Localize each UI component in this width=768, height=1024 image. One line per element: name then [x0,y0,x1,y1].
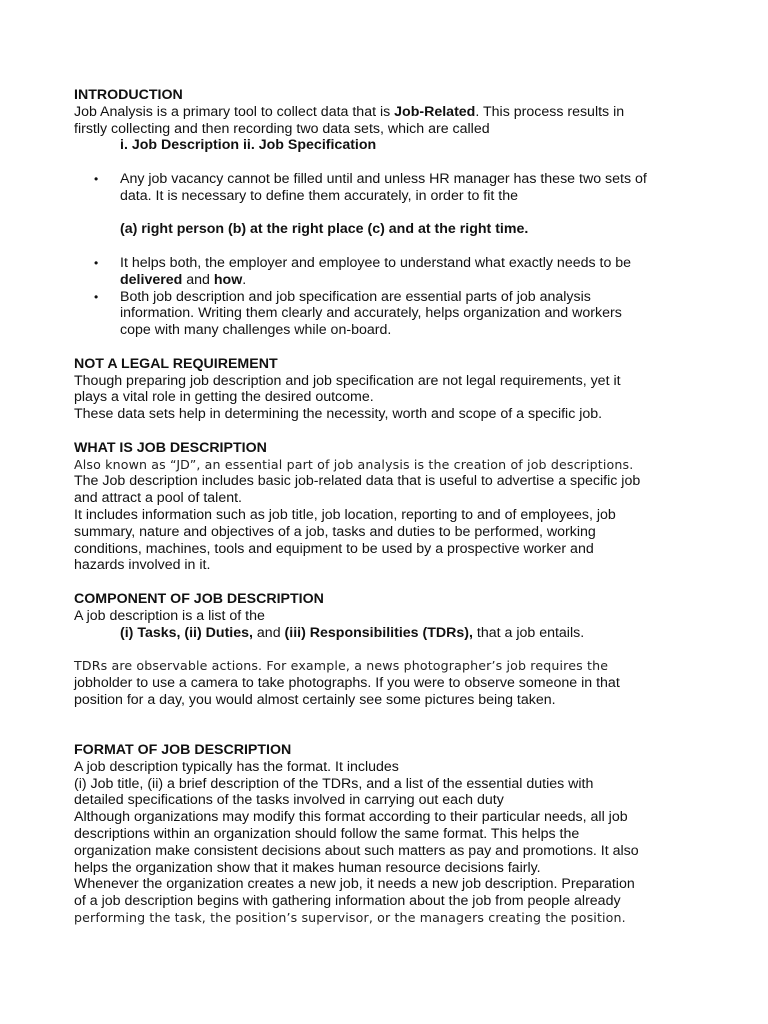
bullet-icon: • [94,255,99,270]
how-bold: how [213,271,243,288]
spacer [74,708,706,725]
format-line-6: organization make consistent decisions about such matters as pay and promotions. It also [74,842,639,859]
section-heading-format: FORMAT OF JOB DESCRIPTION [74,742,292,759]
section-heading-legal: NOT A LEGAL REQUIREMENT [74,355,278,372]
list-item [74,171,706,255]
format-line-10: performing the task, the position’s supervisor, or the managers creating the position. [74,910,626,926]
what-line-3: and attract a pool of talent. [74,490,242,507]
format-line-5: descriptions within an organization should follow the same format. This helps the [74,826,580,843]
what-line-4: It includes information such as job title, job location, reporting to and of employees, job [74,506,616,523]
spacer [120,238,706,255]
component-line-4: position for a day, you would almost certainly see some pictures being taken. [74,691,556,708]
spacer [74,641,706,658]
tdr-line [74,625,706,642]
section-heading-component: COMPONENT OF JOB DESCRIPTION [74,590,324,607]
what-line-2: The Job description includes basic job-related data that is useful to advertise a specific job [74,473,641,490]
bullet-2-text: . [242,271,247,288]
bullet-1-line-2: data. It is necessary to define them accurately, in order to fit the [120,187,518,204]
delivered-bold: delivered [120,271,183,288]
bullet-3-line-1: Both job description and job specification are essential parts of job analysis [120,288,591,305]
what-line-1: Also known as “JD”, an essential part of job analysis is the creation of job descriptions. [74,456,634,472]
intro-line-2: firstly collecting and then recording two data sets, which are called [74,120,490,137]
what-line-7: hazards involved in it. [74,557,211,574]
bullet-2-text: and [182,271,214,288]
section-heading-introduction: INTRODUCTION [74,87,183,103]
list-item [74,289,706,339]
tasks-duties-bold: (i) Tasks, (ii) Duties, [120,624,253,641]
spacer [74,339,706,356]
bullet-1-line-1: Any job vacancy cannot be filled until and unless HR manager has these two sets of [120,170,647,187]
format-line-7: helps the organization show that it makes human resource decisions fairly. [74,859,541,876]
list-item [74,255,706,289]
what-line-5: summary, nature and objectives of a job, tasks and duties to be performed, working [74,523,596,540]
component-line-3: jobholder to use a camera to take photographs. If you were to observe someone in that [74,674,620,691]
bullet-icon: • [94,289,99,304]
intro-text: Job Analysis is a primary tool to collect data that is [74,103,395,120]
spacer [120,205,706,222]
format-line-2: (i) Job title, (ii) a brief description of the TDRs, and a list of the essential duties with [74,775,594,792]
format-line-3: detailed specifications of the tasks involved in carrying out each duty [74,792,504,809]
spacer [74,574,706,591]
what-line-6: conditions, machines, tools and equipment to be used by a prospective worker and [74,540,594,557]
bullet-3-line-3: cope with many challenges while on-board. [120,322,392,339]
tdr-text: and [252,624,285,641]
section-heading-what-is-jd: WHAT IS JOB DESCRIPTION [74,439,267,456]
job-related-bold: Job-Related [394,103,476,120]
document-page [74,87,706,927]
spacer [74,725,706,742]
legal-line-1: Though preparing job description and job specification are not legal requirements, yet it [74,372,621,389]
bullet-3-line-2: information. Writing them clearly and accurately, helps organization and workers [120,305,622,322]
bullet-icon: • [94,171,99,186]
legal-line-3: These data sets help in determining the necessity, worth and scope of a specific job. [74,406,603,423]
format-line-8: Whenever the organization creates a new job, it needs a new job description. Preparation [74,876,635,893]
component-line-2: TDRs are observable actions. For example, a news photographer’s job requires the [74,658,609,674]
format-line-4: Although organizations may modify this format according to their particular needs, all job [74,809,628,826]
intro-line-1 [74,104,706,121]
intro-bullet-list [74,171,706,339]
format-line-1: A job description typically has the format. It includes [74,758,399,775]
spacer [74,423,706,440]
intro-text: . This process results in [475,103,625,120]
fit-line: (a) right person (b) at the right place (c) and at the right time. [120,221,529,238]
component-line-1: A job description is a list of the [74,607,265,624]
responsibilities-bold: (iii) Responsibilities (TDRs), [284,624,473,641]
format-line-9: of a job description begins with gathering information about the job from people already [74,893,621,910]
bullet-2-line-1: It helps both, the employer and employee to understand what exactly needs to be [120,254,632,271]
bullet-2-line-2 [120,272,706,289]
tdr-text: that a job entails. [472,624,585,641]
spacer [74,154,706,171]
data-sets-line: i. Job Description ii. Job Specification [120,137,377,154]
legal-line-2: plays a vital role in getting the desired outcome. [74,389,374,406]
